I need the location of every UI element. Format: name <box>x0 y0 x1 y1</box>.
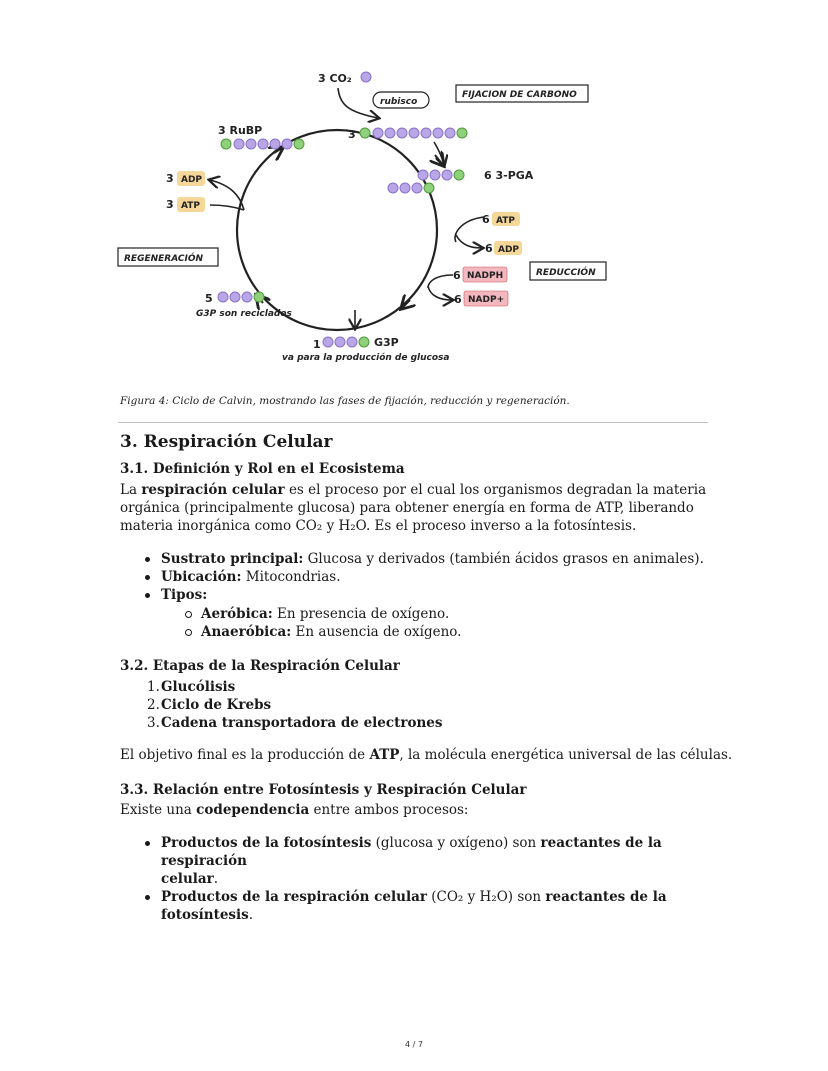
reduccion-label: REDUCCIÓN <box>536 268 596 278</box>
g3p-out-label: G3P <box>374 336 399 349</box>
six-carbon-chain <box>360 128 467 138</box>
cycle-ring <box>237 130 437 330</box>
pga-molecules <box>388 170 464 193</box>
list-item: 1. Glucólisis <box>147 679 236 695</box>
atp-right-label: ATP <box>496 216 516 226</box>
g3p-recycled-label: G3P son reciclados <box>196 309 292 319</box>
stages-list <box>147 678 443 732</box>
properties-list <box>161 550 704 604</box>
subsection-title-3-1: 3.1. Definición y Rol en el Ecosistema <box>120 461 405 477</box>
g3p-out-count: 1 <box>313 338 321 351</box>
section-divider <box>118 422 708 423</box>
list-item: 3. Cadena transportadora de electrones <box>147 715 443 731</box>
list-item: 2. Ciclo de Krebs <box>147 697 272 713</box>
atp-right-count: 6 <box>482 213 490 226</box>
three-p-count: 3 <box>348 128 356 141</box>
adp-right-label: ADP <box>498 245 520 255</box>
objective-paragraph: El objetivo final es la producción de ATP, la molécula energética universal de las células. <box>120 747 733 763</box>
types-sublist <box>201 605 461 641</box>
nadph-label: NADPH <box>467 271 504 281</box>
codependence-paragraph: Existe una codependencia entre ambos procesos: <box>120 802 469 818</box>
adp-left-count: 3 <box>166 172 174 185</box>
atp-left-label: ATP <box>181 201 201 211</box>
g3p-out-molecule <box>323 337 369 347</box>
figure-caption: Figura 4: Ciclo de Calvin, mostrando las fases de fijación, reducción y regeneración. <box>120 395 570 407</box>
list-item: Ubicación: Mitocondrias. <box>161 568 704 586</box>
co2-molecule <box>361 72 371 82</box>
glucose-label: va para la producción de glucosa <box>282 353 450 363</box>
list-item: Anaeróbica: En ausencia de oxígeno. <box>201 623 461 641</box>
list-item: Tipos: <box>161 586 704 604</box>
co2-label: 3 CO₂ <box>318 72 352 85</box>
g3p-recycled-count: 5 <box>205 292 213 305</box>
atp-right-arrow <box>455 217 484 242</box>
subsection-title-3-2: 3.2. Etapas de la Respiración Celular <box>120 658 400 674</box>
nadph-count: 6 <box>453 269 461 282</box>
pga-label: 6 3-PGA <box>484 169 534 182</box>
rubp-label: 3 RuBP <box>218 124 263 137</box>
subsection-title-3-3: 3.3. Relación entre Fotosíntesis y Respiración Celular <box>120 782 527 798</box>
adp-right-arrow <box>456 235 482 248</box>
g3p-recycled-molecule <box>218 292 264 302</box>
nadp-label: NADP+ <box>468 295 505 305</box>
adp-right-count: 6 <box>485 242 493 255</box>
fijacion-label: FIJACION DE CARBONO <box>462 90 577 100</box>
regeneracion-label: REGENERACIÓN <box>124 254 204 264</box>
list-item: Sustrato principal: Glucosa y derivados (también ácidos grasos en animales). <box>161 550 704 568</box>
nadp-count: 6 <box>454 293 462 306</box>
definition-paragraph: La respiración celular es el proceso por el cual los organismos degradan la materia orgánica (principalmente glucosa) para obtener energía en forma de ATP, liberando materia inorgánica como CO₂ y H₂O. Es el proceso inverso a la fotosíntesis. <box>120 482 707 534</box>
list-item: Productos de la respiración celular (CO₂ y H₂O) son reactantes de la fotosíntesis. <box>161 888 721 924</box>
nadph-arrow <box>428 275 453 288</box>
atp-left-count: 3 <box>166 198 174 211</box>
nadp-arrow <box>428 286 452 300</box>
adp-left-label: ADP <box>181 175 203 185</box>
section-title: 3. Respiración Celular <box>120 432 333 452</box>
relation-list <box>161 834 721 924</box>
list-item: Aeróbica: En presencia de oxígeno. <box>201 605 461 623</box>
calvin-cycle-diagram <box>110 60 610 370</box>
term-respiracion: respiración celular <box>141 482 285 498</box>
co2-arrow <box>338 88 378 118</box>
page-number: 4 / 7 <box>405 1040 423 1049</box>
list-item: Productos de la fotosíntesis (glucosa y oxígeno) son reactantes de la respiración celular. <box>161 834 721 888</box>
calvin-cycle-figure <box>110 60 610 370</box>
rubisco-label: rubisco <box>380 97 418 107</box>
